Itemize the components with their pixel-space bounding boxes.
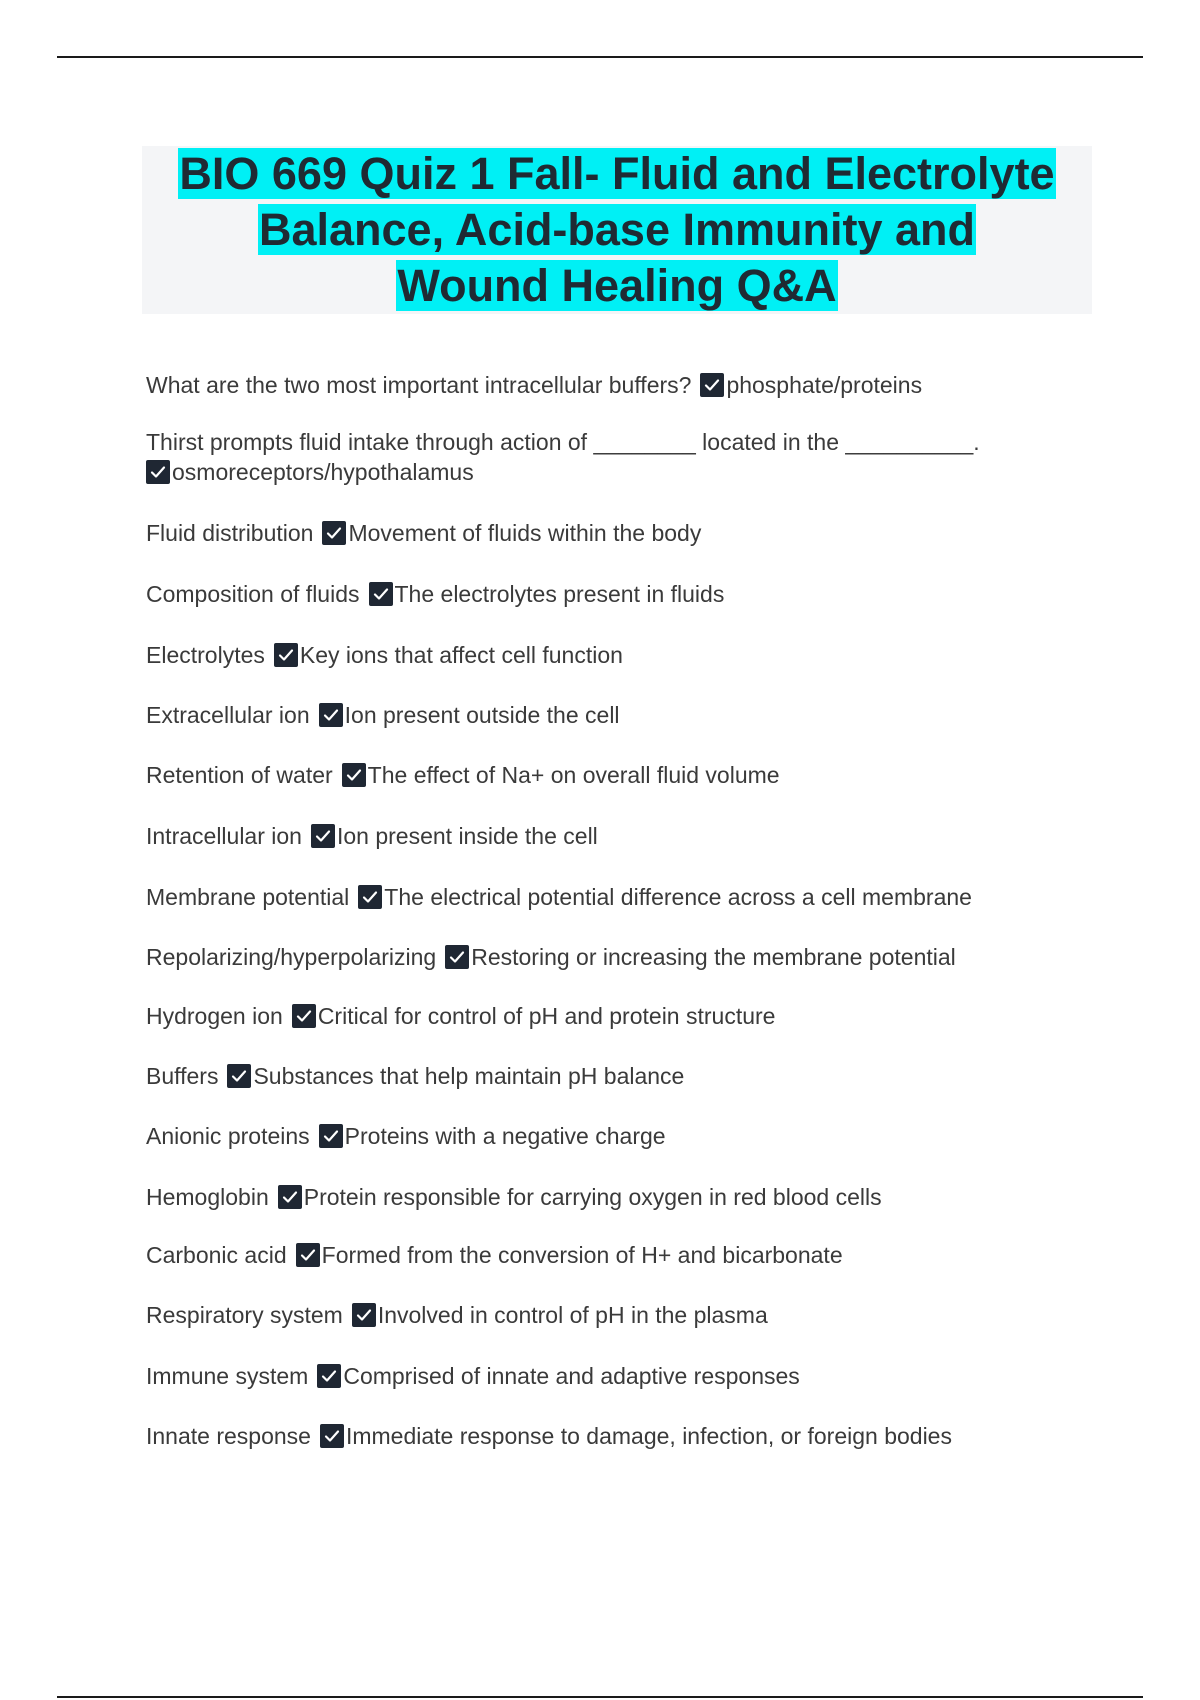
qa-item — [146, 1240, 1106, 1270]
question-text: Fluid distribution — [146, 520, 314, 546]
answer-text: Restoring or increasing the membrane potential — [471, 944, 956, 970]
question-text: Repolarizing/hyperpolarizing — [146, 944, 437, 970]
title-line-2: Balance, Acid-base Immunity and — [258, 204, 976, 255]
qa-item — [146, 1001, 1106, 1031]
answer-text: Involved in control of pH in the plasma — [377, 1302, 768, 1328]
question-text: Composition of fluids — [146, 581, 360, 607]
qa-item — [146, 579, 1106, 609]
checkmark-box-icon — [342, 763, 366, 787]
answer-text: Critical for control of pH and protein structure — [317, 1003, 776, 1029]
checkmark-box-icon — [278, 1185, 302, 1209]
qa-item — [146, 1421, 1106, 1451]
qa-item — [146, 1361, 1106, 1391]
answer-text: Ion present outside the cell — [344, 702, 620, 728]
title-block — [142, 146, 1092, 314]
qa-item — [146, 700, 1106, 730]
answer-text: Ion present inside the cell — [336, 823, 598, 849]
qa-item — [146, 640, 1106, 670]
question-text: Carbonic acid — [146, 1242, 287, 1268]
answer-text: Formed from the conversion of H+ and bicarbonate — [321, 1242, 843, 1268]
checkmark-box-icon — [358, 885, 382, 909]
question-text: Hydrogen ion — [146, 1003, 283, 1029]
question-text: Immune system — [146, 1363, 309, 1389]
answer-text: The electrolytes present in fluids — [394, 581, 725, 607]
checkmark-box-icon — [146, 460, 170, 484]
checkmark-box-icon — [319, 1124, 343, 1148]
checkmark-box-icon — [274, 643, 298, 667]
qa-item — [146, 942, 1106, 972]
question-text: Respiratory system — [146, 1302, 343, 1328]
qa-item — [146, 1300, 1106, 1330]
question-text: What are the two most important intracellular buffers? — [146, 372, 692, 398]
answer-text: osmoreceptors/hypothalamus — [172, 459, 474, 485]
title-line-3: Wound Healing Q&A — [397, 260, 837, 311]
footer-rule — [57, 1696, 1143, 1698]
question-text: Hemoglobin — [146, 1184, 269, 1210]
checkmark-box-icon — [700, 373, 724, 397]
checkmark-box-icon — [445, 945, 469, 969]
qa-item — [146, 882, 1106, 912]
qa-item — [146, 518, 1106, 548]
checkmark-box-icon — [369, 582, 393, 606]
qa-item — [146, 1061, 1106, 1091]
checkmark-box-icon — [292, 1004, 316, 1028]
qa-item — [146, 821, 1106, 851]
answer-text: The electrical potential difference across a cell membrane — [384, 884, 972, 910]
answer-text: Movement of fluids within the body — [348, 520, 702, 546]
question-text: Membrane potential — [146, 884, 350, 910]
qa-item — [146, 760, 1106, 790]
document-title — [142, 146, 1092, 314]
answer-text: The effect of Na+ on overall fluid volume — [367, 762, 780, 788]
checkmark-box-icon — [317, 1364, 341, 1388]
checkmark-box-icon — [227, 1064, 251, 1088]
checkmark-box-icon — [319, 703, 343, 727]
question-text: Innate response — [146, 1423, 311, 1449]
checkmark-box-icon — [352, 1303, 376, 1327]
checkmark-box-icon — [320, 1424, 344, 1448]
qa-item — [146, 1182, 1106, 1212]
question-text: Anionic proteins — [146, 1123, 310, 1149]
qa-item — [146, 370, 1106, 400]
checkmark-box-icon — [322, 521, 346, 545]
checkmark-box-icon — [311, 824, 335, 848]
qa-item — [146, 1121, 1106, 1151]
answer-text: Substances that help maintain pH balance — [253, 1063, 685, 1089]
question-text: Retention of water — [146, 762, 333, 788]
answer-text: Proteins with a negative charge — [344, 1123, 666, 1149]
checkmark-box-icon — [296, 1243, 320, 1267]
question-text: Electrolytes — [146, 642, 265, 668]
question-text: Extracellular ion — [146, 702, 310, 728]
question-text: Intracellular ion — [146, 823, 302, 849]
answer-text: phosphate/proteins — [726, 372, 923, 398]
answer-text: Protein responsible for carrying oxygen in red blood cells — [303, 1184, 882, 1210]
answer-text: Key ions that affect cell function — [299, 642, 623, 668]
title-line-1: BIO 669 Quiz 1 Fall- Fluid and Electrolyte — [179, 148, 1055, 199]
question-text: Buffers — [146, 1063, 219, 1089]
answer-text: Comprised of innate and adaptive responses — [343, 1363, 800, 1389]
qa-item — [146, 427, 1106, 487]
question-text: Thirst prompts fluid intake through action of ________ located in the __________. — [146, 429, 980, 455]
answer-text: Immediate response to damage, infection, or foreign bodies — [345, 1423, 952, 1449]
header-rule — [57, 56, 1143, 58]
